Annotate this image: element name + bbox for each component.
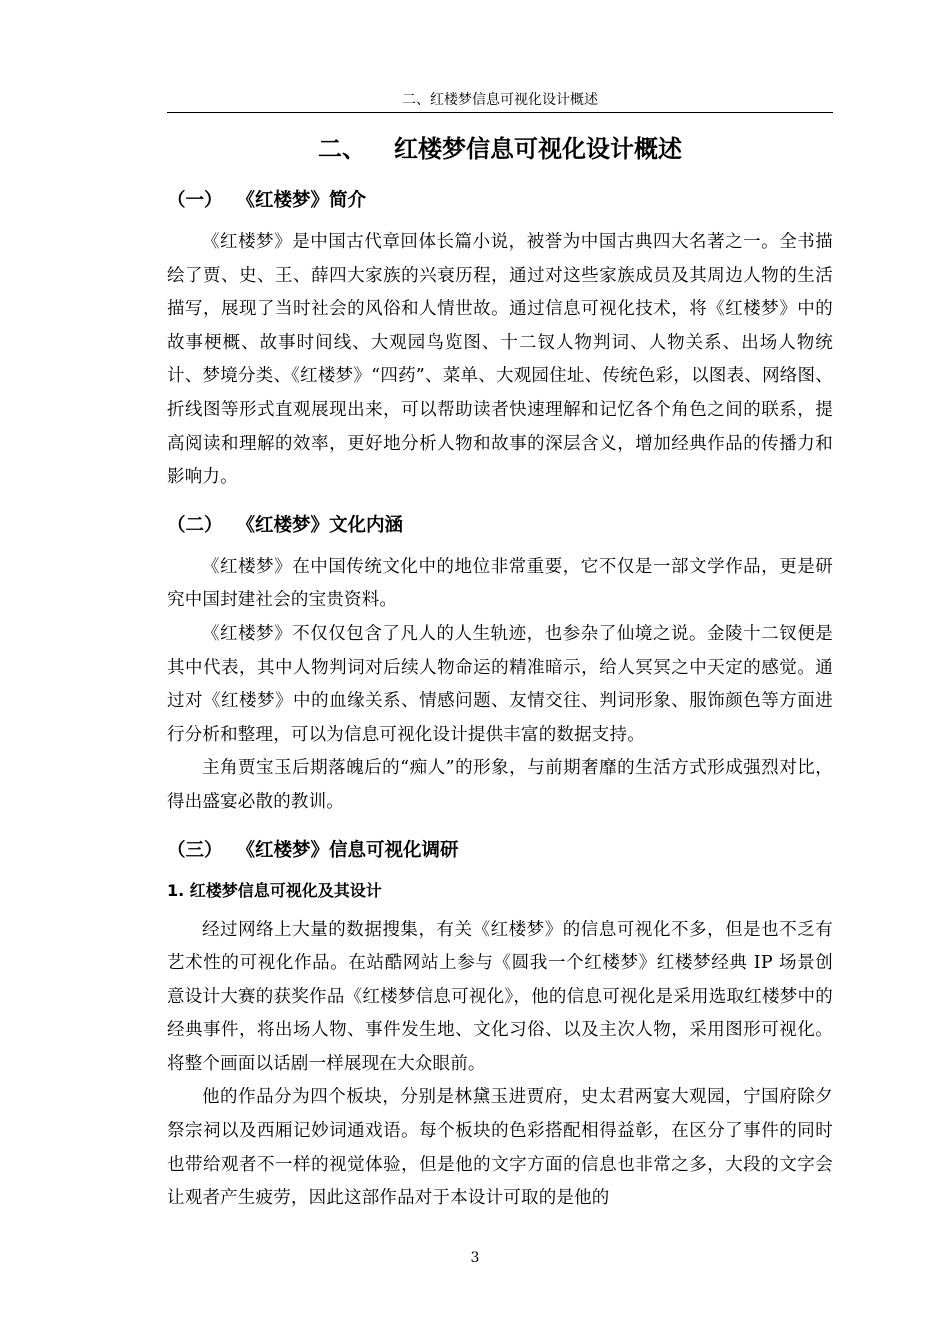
section-title-3 [167, 836, 833, 866]
section-title-2 [167, 511, 833, 541]
page-body [167, 128, 833, 1216]
paragraph: 《红楼梦》不仅仅包含了凡人的人生轨迹，也参杂了仙境之说。金陵十二钗便是其中代表，其中人物判词对后续人物命运的精准暗示，给人冥冥之中天定的感觉。通过对《红楼梦》中的血缘关系、情感问题、友情交往、判词形象、服饰颜色等方面进行分析和整理，可以为信息可视化设计提供丰富的数据支持。 [167, 623, 833, 745]
chapter-number: 二、 [318, 135, 366, 163]
page-number: 3 [470, 1250, 480, 1266]
section-title-1 [167, 186, 833, 216]
section-number: （二） [167, 514, 223, 536]
paragraph: 《红楼梦》是中国古代章回体长篇小说，被誉为中国古典四大名著之一。全书描绘了贾、史、王、薛四大家族的兴衰历程，通过对这些家族成员及其周边人物的生活描写，展现了当时社会的风俗和人情世故。通过信息可视化技术，将《红楼梦》中的故事梗概、故事时间线、大观园鸟览图、十二钗人物判词、人物关系、出场人物统计、梦境分类、《红楼梦》“四药”、菜单、大观园住址、传统色彩，以图表、网络图、折线图等形式直观展现出来，可以帮助读者快速理解和记忆各个角色之间的联系，提高阅读和理解的效率，更好地分析人物和故事的深层含义，增加经典作品的传播力和影响力。 [167, 232, 833, 488]
paragraph: 主角贾宝玉后期落魄后的“痴人”的形象，与前期奢靡的生活方式形成强烈对比，得出盛宴必散的教训。 [167, 758, 833, 812]
header-rule [167, 112, 833, 113]
section-title-text: 《红楼梦》文化内涵 [236, 514, 404, 536]
paragraph: 他的作品分为四个板块，分别是林黛玉进贾府，史太君两宴大观园，宁国府除夕祭宗祠以及西厢记妙词通戏语。每个板块的色彩搭配相得益彰，在区分了事件的同时也带给观者不一样的视觉体验，但是他的文字方面的信息也非常之多，大段的文字会让观者产生疲劳，因此这部作品对于本设计可取的是他的 [167, 1087, 833, 1209]
running-header: 二、红楼梦信息可视化设计概述 [402, 92, 598, 108]
section-number: （三） [167, 839, 223, 861]
section-number: （一） [167, 190, 223, 211]
paragraph: 经过网络上大量的数据搜集，有关《红楼梦》的信息可视化不多，但是也不乏有艺术性的可视化作品。在站酷网站上参与《圆我一个红楼梦》红楼梦经典 IP 场景创意设计大赛的获奖作品《红楼梦信息可视化》，他的信息可视化是采用选取红楼梦中的经典事件，将出场人物、事件发生地、文化习俗、以及主次人物，采用图形可视化。将整个画面以话剧一样展现在大众眼前。 [167, 919, 833, 1074]
chapter-title [167, 128, 833, 170]
chapter-title-text: 红楼梦信息可视化设计概述 [394, 135, 682, 163]
subsection-title: 1. 红楼梦信息可视化及其设计 [167, 880, 382, 900]
section-title-text: 《红楼梦》简介 [236, 190, 367, 211]
section-title-text: 《红楼梦》信息可视化调研 [236, 839, 459, 861]
paragraph: 《红楼梦》在中国传统文化中的地位非常重要，它不仅是一部文学作品，更是研究中国封建社会的宝贵资料。 [167, 556, 833, 611]
